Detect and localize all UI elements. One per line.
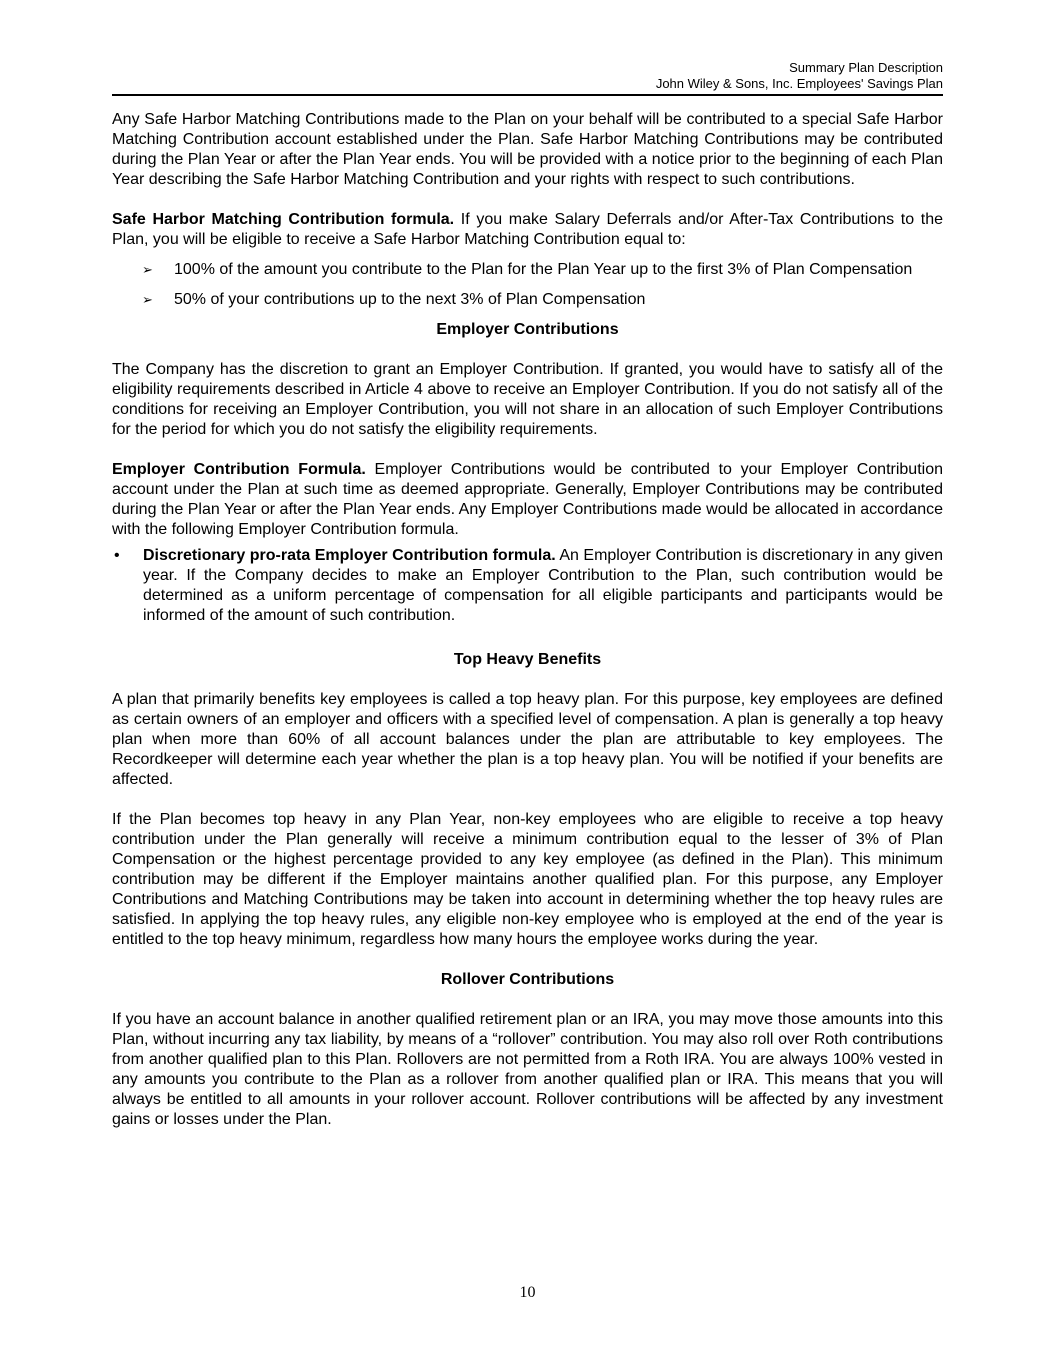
header-doc-title: Summary Plan Description <box>789 60 943 75</box>
arrow-bullet-icon: ➢ <box>142 292 153 307</box>
employer-formula-paragraph <box>112 460 943 540</box>
discretionary-formula-lead: Discretionary pro-rata Employer Contribution formula. <box>143 547 556 564</box>
list-item <box>112 260 943 280</box>
employer-contributions-heading: Employer Contributions <box>436 321 619 338</box>
running-header <box>112 60 943 92</box>
safe-harbor-formula-lead: Safe Harbor Matching Contribution formula. <box>112 211 455 228</box>
header-rule <box>112 94 943 96</box>
arrow-bullet-icon: ➢ <box>142 262 153 277</box>
list-item <box>112 290 943 310</box>
list-item-text: 50% of your contributions up to the next 3% of Plan Compensation <box>174 291 646 308</box>
bullet-dot-icon: • <box>114 547 120 564</box>
header-plan-name: John Wiley & Sons, Inc. Employees' Savings Plan <box>655 76 943 91</box>
list-item <box>112 546 943 626</box>
intro-paragraph: Any Safe Harbor Matching Contributions made to the Plan on your behalf will be contributed to a special Safe Harbor Matching Contribution account established under the Plan. Safe Harbor Matching Contributions may be contributed during the Plan Year or after the Plan Year ends. You will be provided with a notice prior to the beginning of each Plan Year describing the Safe Harbor Matching Contribution and your rights with respect to such contributions. <box>112 111 943 188</box>
rollover-paragraph: If you have an account balance in another qualified retirement plan or an IRA, you may move those amounts into this Plan, without incurring any tax liability, by means of a “rollover” contribution. You may also roll over Roth contributions from another qualified plan to this Plan. Rollovers are not permitted from a Roth IRA. You are always 100% vested in any amounts you contribute to the Plan as a rollover from another qualified plan or IRA. This means that you will always be entitled to all amounts in your rollover account. Rollover contributions will be affected by any investment gains or losses under the Plan. <box>112 1011 943 1128</box>
discretionary-formula-text: An Employer Contribution is discretionary in any given year. If the Company decides to make an Employer Contribution to the Plan, such contribution would be determined as a uniform percentage of compensation for all eligible participants and participants would be informed of the amount of such contribution. <box>143 547 944 624</box>
rollover-heading: Rollover Contributions <box>440 971 615 988</box>
top-heavy-heading: Top Heavy Benefits <box>453 651 602 668</box>
employer-formula-lead: Employer Contribution Formula. <box>112 461 366 478</box>
top-heavy-paragraph-2: If the Plan becomes top heavy in any Plan Year, non-key employees who are eligible to receive a top heavy contribution under the Plan generally will receive a minimum contribution equal to the lesser of 3% of Plan Compensation or the highest percentage provided to any key employee (as defined in the Plan). This minimum contribution may be different if the Employer maintains another qualified plan. For this purpose, any Employer Contributions and Matching Contributions may be taken into account in determining whether the top heavy rules are satisfied. In applying the top heavy rules, any eligible non-key employee who is employed at the end of the year is entitled to the top heavy minimum, regardless how many hours the employee works during the year. <box>112 811 943 948</box>
employer-contributions-paragraph: The Company has the discretion to grant an Employer Contribution. If granted, you would have to satisfy all of the eligibility requirements described in Article 4 above to receive an Employer Contribution. If you do not satisfy all of the conditions for receiving an Employer Contribution, you will not share in an allocation of such Employer Contributions for the period for which you do not satisfy the eligibility requirements. <box>112 361 943 438</box>
page-number: 10 <box>519 1284 536 1301</box>
top-heavy-paragraph-1: A plan that primarily benefits key employees is called a top heavy plan. For this purpose, key employees are defined as certain owners of an employer and officers with a specified level of compensation. A plan is generally a top heavy plan when more than 60% of all account balances under the plan are attributable to key employees. The Recordkeeper will determine each year whether the plan is a top heavy plan. You will be notified if your benefits are affected. <box>112 691 943 788</box>
safe-harbor-formula-paragraph <box>112 210 943 250</box>
safe-harbor-match-list <box>112 260 943 310</box>
employer-formula-text: Employer Contributions would be contributed to your Employer Contribution account under the Plan at such time as deemed appropriate. Generally, Employer Contributions may be contributed during the Plan Year or after the Plan Year ends. Any Employer Contributions made would be allocated in accordance with the following Employer Contribution formula. <box>112 461 943 538</box>
list-item-text: 100% of the amount you contribute to the Plan for the Plan Year up to the first 3% of Plan Compensation <box>174 261 913 278</box>
safe-harbor-formula-text: If you make Salary Deferrals and/or After-Tax Contributions to the Plan, you will be eligible to receive a Safe Harbor Matching Contribution equal to: <box>112 211 943 248</box>
employer-formula-list <box>112 546 943 626</box>
document-page <box>112 60 943 1130</box>
